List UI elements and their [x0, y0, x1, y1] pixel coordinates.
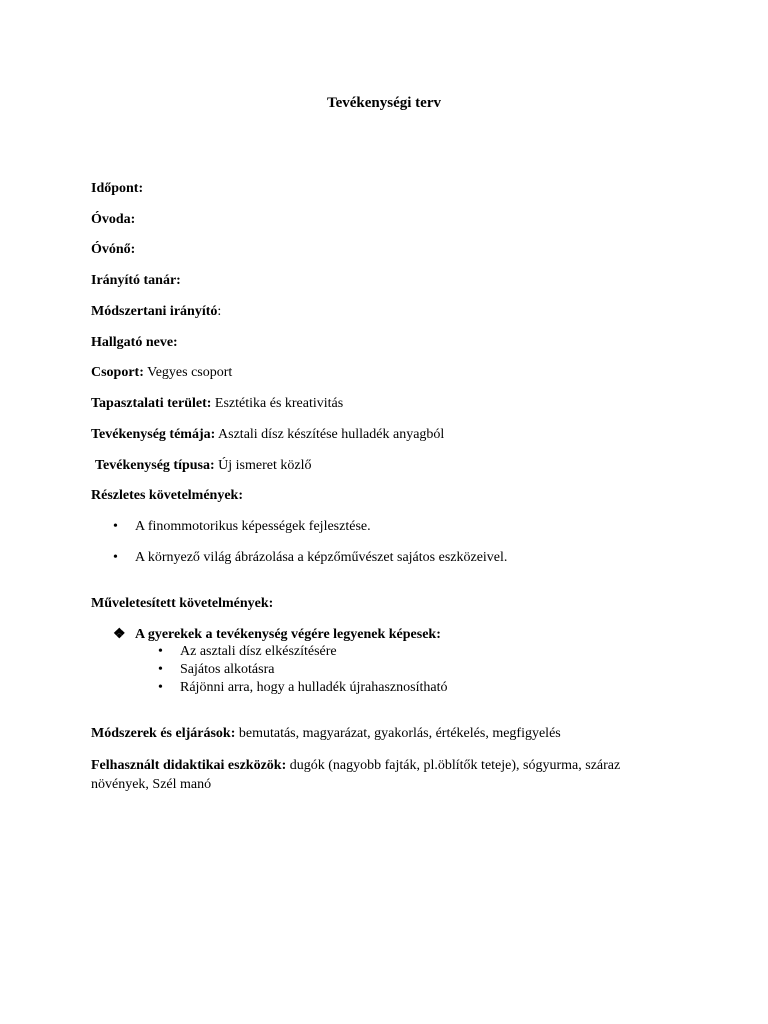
field-tapasztalati-terulet: [91, 395, 343, 413]
reszletes-heading: [91, 487, 243, 505]
section-heading: Részletes követelmények:: [91, 488, 244, 503]
diamond-bullet-icon: ❖: [113, 627, 126, 642]
field-label: Tevékenység témája:: [91, 427, 216, 442]
field-label: Óvoda:: [91, 212, 136, 227]
field-label: Időpont:: [91, 181, 144, 196]
field-value: Asztali dísz készítése hulladék anyagból: [218, 427, 445, 442]
list-item-text: A gyerekek a tevékenység végére legyenek képesek:: [135, 627, 441, 642]
field-label: Hallgató neve:: [91, 335, 178, 350]
field-label: Módszertani irányító: [91, 304, 218, 319]
field-label: Felhasznált didaktikai eszközök:: [91, 758, 287, 773]
field-iranyito-tanar: [91, 272, 181, 290]
list-item: [113, 549, 507, 567]
list-item-main: [113, 626, 441, 644]
bullet-icon: •: [158, 644, 163, 659]
field-label: Óvónő:: [91, 242, 136, 257]
field-label: Csoport:: [91, 365, 144, 380]
field-value: Új ismeret közlő: [218, 458, 312, 473]
field-value: Esztétika és kreativitás: [214, 396, 344, 411]
sub-list-item: [158, 643, 337, 661]
field-tevekenyseg-temaja: [91, 426, 444, 444]
field-label: Irányító tanár:: [91, 273, 181, 288]
bullet-icon: •: [113, 519, 118, 534]
list-item-text: Az asztali dísz elkészítésére: [180, 644, 337, 659]
field-ovoda: [91, 211, 135, 229]
list-item-text: Rájönni arra, hogy a hulladék újrahasznosítható: [180, 680, 448, 695]
field-label: Tevékenység típusa:: [95, 458, 215, 473]
list-item-text: Sajátos alkotásra: [180, 662, 275, 677]
bullet-icon: •: [158, 680, 163, 695]
muveletesitett-heading: [91, 595, 273, 613]
field-value: bemutatás, magyarázat, gyakorlás, értékelés, megfigyelés: [238, 726, 561, 741]
field-tevekenyseg-tipusa: [95, 457, 311, 475]
page-title: Tevékenységi terv: [326, 95, 441, 111]
section-heading: Műveletesített követelmények:: [91, 596, 274, 611]
field-value: :: [217, 304, 222, 319]
field-label: Tapasztalati terület:: [91, 396, 212, 411]
field-value: dugók (nagyobb fajták, pl.öblítők teteje), sógyurma, száraz növények, Szél manó: [91, 758, 621, 792]
list-item: [113, 518, 371, 536]
list-item-text: A finommotorikus képességek fejlesztése.: [135, 519, 371, 534]
field-label: Módszerek és eljárások:: [91, 726, 236, 741]
field-ovono: [91, 241, 135, 259]
field-hallgato-neve: [91, 334, 178, 352]
field-idopont: [91, 180, 143, 198]
list-item-text: A környező világ ábrázolása a képzőművészet sajátos eszközeivel.: [135, 550, 508, 565]
field-value: Vegyes csoport: [147, 365, 233, 380]
field-eszkozok: [91, 756, 671, 794]
field-csoport: [91, 364, 232, 382]
bullet-icon: •: [158, 662, 163, 677]
bullet-icon: •: [113, 550, 118, 565]
field-modszerek: [91, 725, 561, 743]
sub-list-item: [158, 661, 274, 679]
field-modszertani-iranyito: [91, 303, 221, 321]
sub-list-item: [158, 679, 447, 697]
